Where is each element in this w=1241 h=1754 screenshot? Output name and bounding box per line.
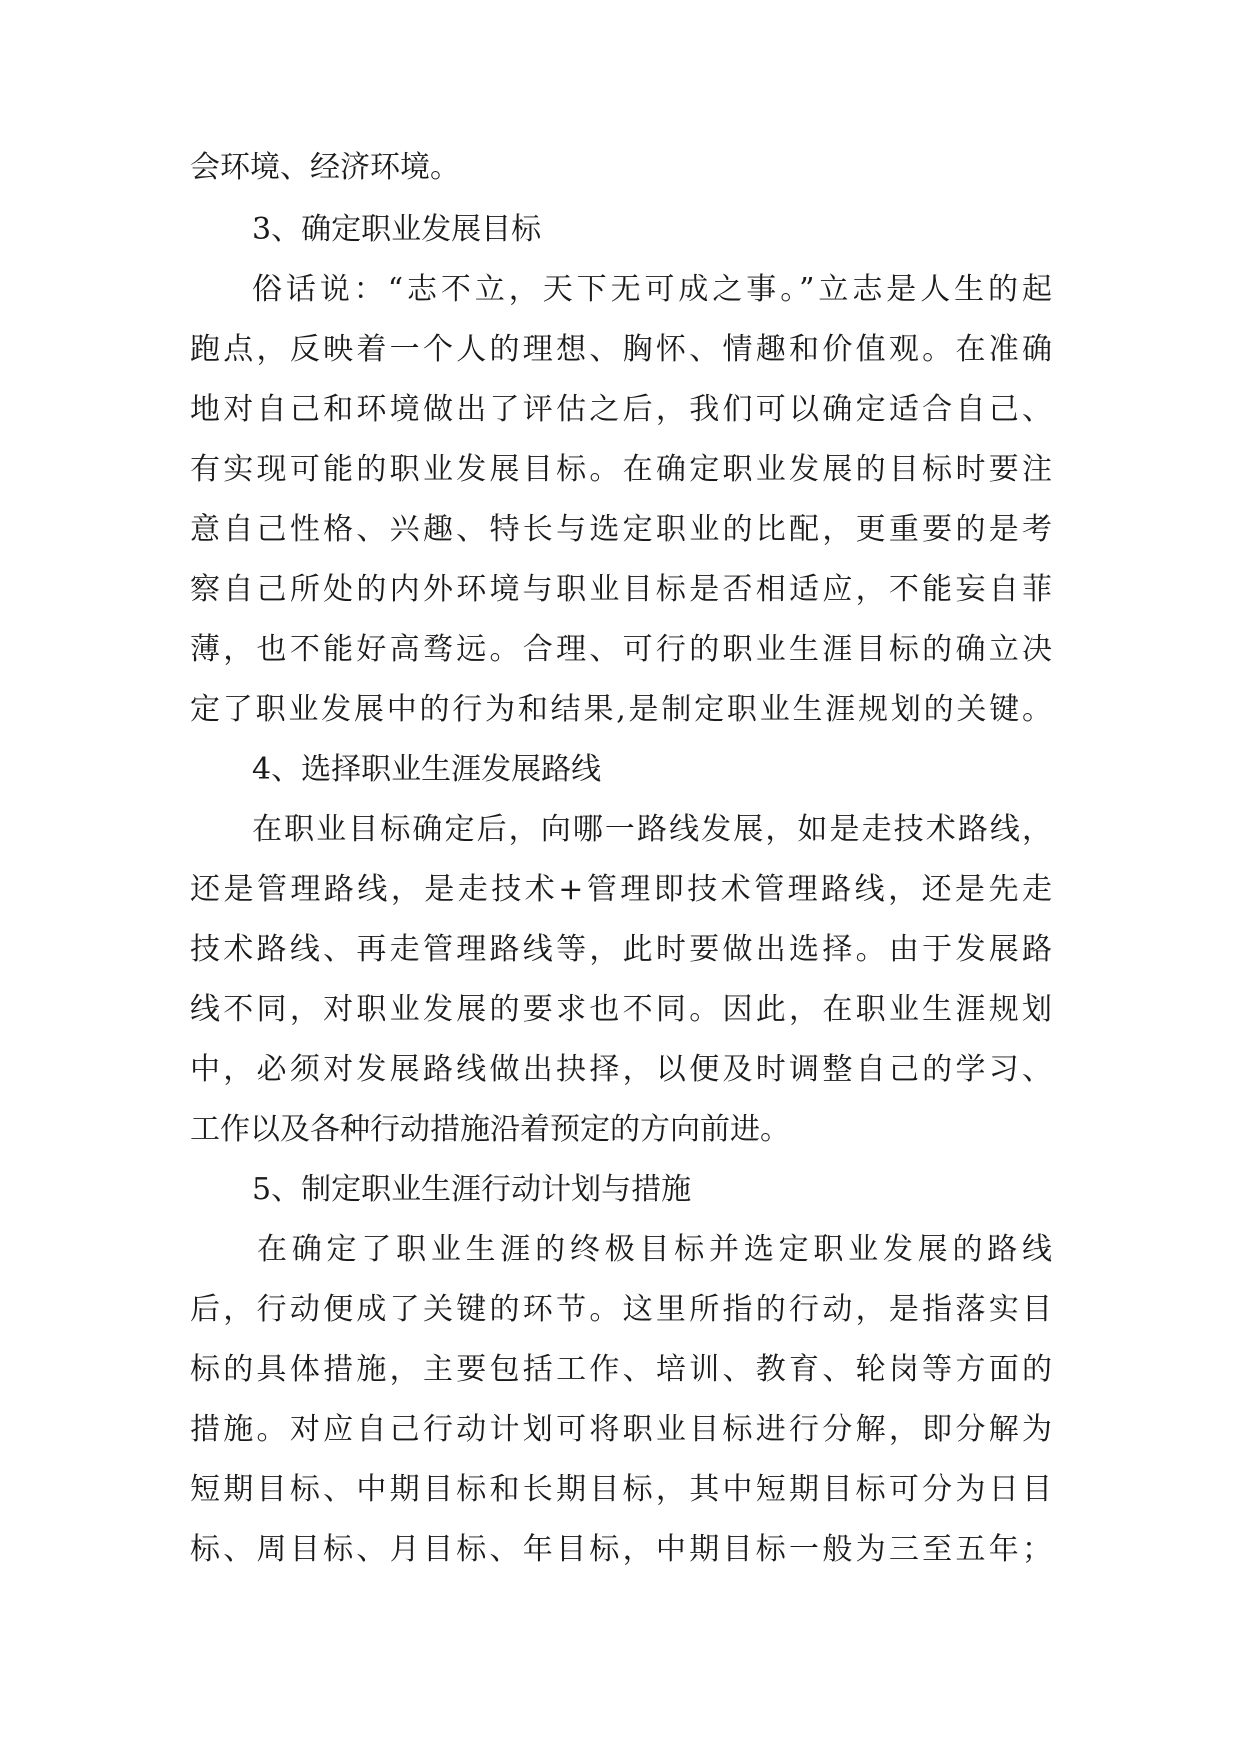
section-heading-5: 5、制定职业生涯行动计划与措施 bbox=[252, 1172, 692, 1207]
paragraph-line: 地对自己和环境做出了评估之后，我们可以确定适合自己、 bbox=[190, 392, 1052, 427]
section-heading-4: 4、选择职业生涯发展路线 bbox=[252, 752, 602, 787]
paragraph-line: 技术路线、再走管理路线等，此时要做出选择。由于发展路 bbox=[190, 932, 1052, 967]
paragraph-line: 中，必须对发展路线做出抉择，以便及时调整自己的学习、 bbox=[190, 1052, 1052, 1087]
paragraph-line: 工作以及各种行动措施沿着预定的方向前进。 bbox=[190, 1112, 790, 1147]
paragraph-line: 薄，也不能好高骛远。合理、可行的职业生涯目标的确立决 bbox=[190, 632, 1052, 667]
paragraph-line: 在确定了职业生涯的终极目标并选定职业发展的路线 bbox=[257, 1232, 1052, 1267]
paragraph-line: 在职业目标确定后，向哪一路线发展，如是走技术路线， bbox=[252, 812, 1052, 847]
paragraph-line: 短期目标、中期目标和长期目标，其中短期目标可分为日目 bbox=[190, 1472, 1052, 1507]
paragraph-line: 意自己性格、兴趣、特长与选定职业的比配，更重要的是考 bbox=[190, 512, 1052, 547]
paragraph-line: 会环境、经济环境。 bbox=[190, 150, 460, 185]
paragraph-line: 标、周目标、月目标、年目标，中期目标一般为三至五年； bbox=[190, 1532, 1052, 1567]
paragraph-line: 标的具体措施，主要包括工作、培训、教育、轮岗等方面的 bbox=[190, 1352, 1052, 1387]
paragraph-line: 线不同，对职业发展的要求也不同。因此，在职业生涯规划 bbox=[190, 992, 1052, 1027]
paragraph-line: 定了职业发展中的行为和结果,是制定职业生涯规划的关键。 bbox=[190, 692, 1052, 727]
paragraph-line: 跑点，反映着一个人的理想、胸怀、情趣和价值观。在准确 bbox=[190, 332, 1052, 367]
paragraph-line: 俗话说：“志不立，天下无可成之事。”立志是人生的起 bbox=[252, 272, 1052, 307]
paragraph-line: 还是管理路线，是走技术+管理即技术管理路线，还是先走 bbox=[190, 872, 1052, 907]
paragraph-line: 后，行动便成了关键的环节。这里所指的行动，是指落实目 bbox=[190, 1292, 1052, 1327]
section-heading-3: 3、确定职业发展目标 bbox=[252, 212, 542, 247]
paragraph-line: 有实现可能的职业发展目标。在确定职业发展的目标时要注 bbox=[190, 452, 1052, 487]
paragraph-line: 察自己所处的内外环境与职业目标是否相适应，不能妄自菲 bbox=[190, 572, 1052, 607]
paragraph-line: 措施。对应自己行动计划可将职业目标进行分解，即分解为 bbox=[190, 1412, 1052, 1447]
